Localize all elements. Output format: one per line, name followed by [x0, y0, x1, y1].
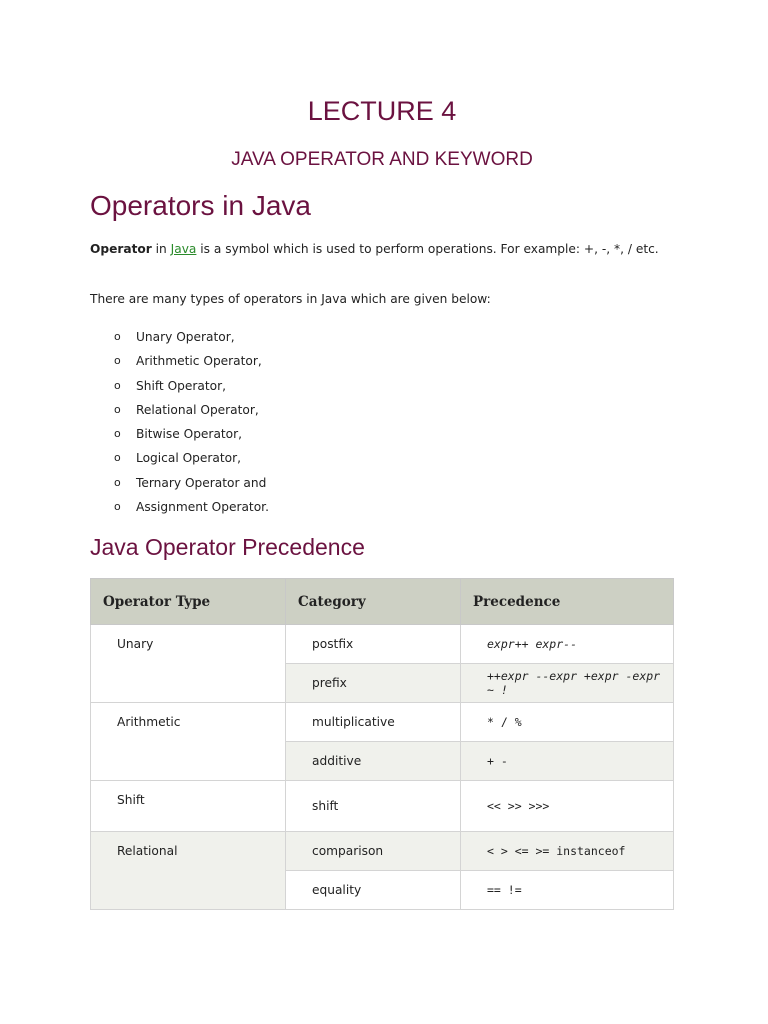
- bullet-icon: o: [114, 427, 121, 441]
- category-cell: shift: [286, 781, 461, 832]
- bullet-icon: o: [114, 475, 121, 489]
- section-heading-operators: Operators in Java: [90, 190, 311, 221]
- types-intro-paragraph: There are many types of operators in Java which are given below:: [90, 292, 491, 306]
- category-cell: prefix: [286, 664, 461, 703]
- category-cell: multiplicative: [286, 703, 461, 742]
- precedence-cell: ++expr --expr +expr -expr ~ !: [461, 664, 674, 703]
- list-item-label: Unary Operator,: [136, 330, 235, 344]
- column-header-operator-type: Operator Type: [91, 579, 286, 625]
- intro-paragraph: [90, 241, 674, 257]
- precedence-cell: expr++ expr--: [461, 625, 674, 664]
- list-item-label: Assignment Operator.: [136, 500, 269, 515]
- column-header-category: Category: [286, 579, 461, 625]
- bullet-icon: o: [114, 354, 121, 368]
- precedence-cell: == !=: [461, 871, 674, 910]
- list-item: [90, 376, 269, 400]
- bullet-icon: o: [114, 451, 121, 465]
- operator-type-cell: Arithmetic: [91, 703, 286, 781]
- list-item-label: Shift Operator,: [136, 378, 227, 393]
- precedence-table: [90, 578, 674, 910]
- lecture-subtitle: JAVA OPERATOR AND KEYWORD: [231, 149, 533, 170]
- lecture-title: LECTURE 4: [307, 96, 457, 126]
- bullet-icon: o: [114, 402, 121, 416]
- column-header-precedence: Precedence: [461, 579, 674, 625]
- list-item: [90, 448, 269, 472]
- category-cell: comparison: [286, 832, 461, 871]
- bullet-icon: o: [114, 330, 121, 343]
- list-item: [90, 327, 269, 351]
- bullet-icon: o: [114, 378, 121, 392]
- list-item: [90, 424, 269, 448]
- precedence-cell: * / %: [461, 703, 674, 742]
- list-item-label: Relational Operator,: [136, 402, 259, 417]
- table-row: [91, 832, 674, 871]
- section-heading-precedence: Java Operator Precedence: [90, 534, 365, 560]
- category-cell: postfix: [286, 625, 461, 664]
- list-item-label: Ternary Operator and: [136, 475, 267, 490]
- table-header-row: [91, 579, 674, 625]
- list-item: [90, 351, 269, 375]
- bullet-icon: o: [114, 500, 121, 514]
- list-item-label: Bitwise Operator,: [136, 427, 243, 442]
- category-cell: equality: [286, 871, 461, 910]
- table-row: [91, 625, 674, 664]
- list-item: [90, 497, 269, 521]
- intro-rest: is a symbol which is used to perform operations. For example: +, -, *, / etc.: [196, 242, 659, 256]
- list-item-label: Arithmetic Operator,: [136, 354, 262, 369]
- intro-in: in: [151, 242, 171, 256]
- operator-types-list: [90, 327, 269, 521]
- table-row: [91, 781, 674, 832]
- precedence-cell: << >> >>>: [461, 781, 674, 832]
- intro-bold-term: Operator: [90, 242, 152, 256]
- operator-type-cell: Relational: [91, 832, 286, 910]
- list-item: [90, 400, 269, 424]
- precedence-cell: < > <= >= instanceof: [461, 832, 674, 871]
- java-link[interactable]: Java: [170, 242, 197, 256]
- operator-type-cell: Unary: [91, 625, 286, 703]
- precedence-cell: + -: [461, 742, 674, 781]
- category-cell: additive: [286, 742, 461, 781]
- operator-type-cell: Shift: [91, 781, 286, 832]
- table-row: [91, 703, 674, 742]
- list-item-label: Logical Operator,: [136, 451, 242, 466]
- list-item: [90, 473, 269, 497]
